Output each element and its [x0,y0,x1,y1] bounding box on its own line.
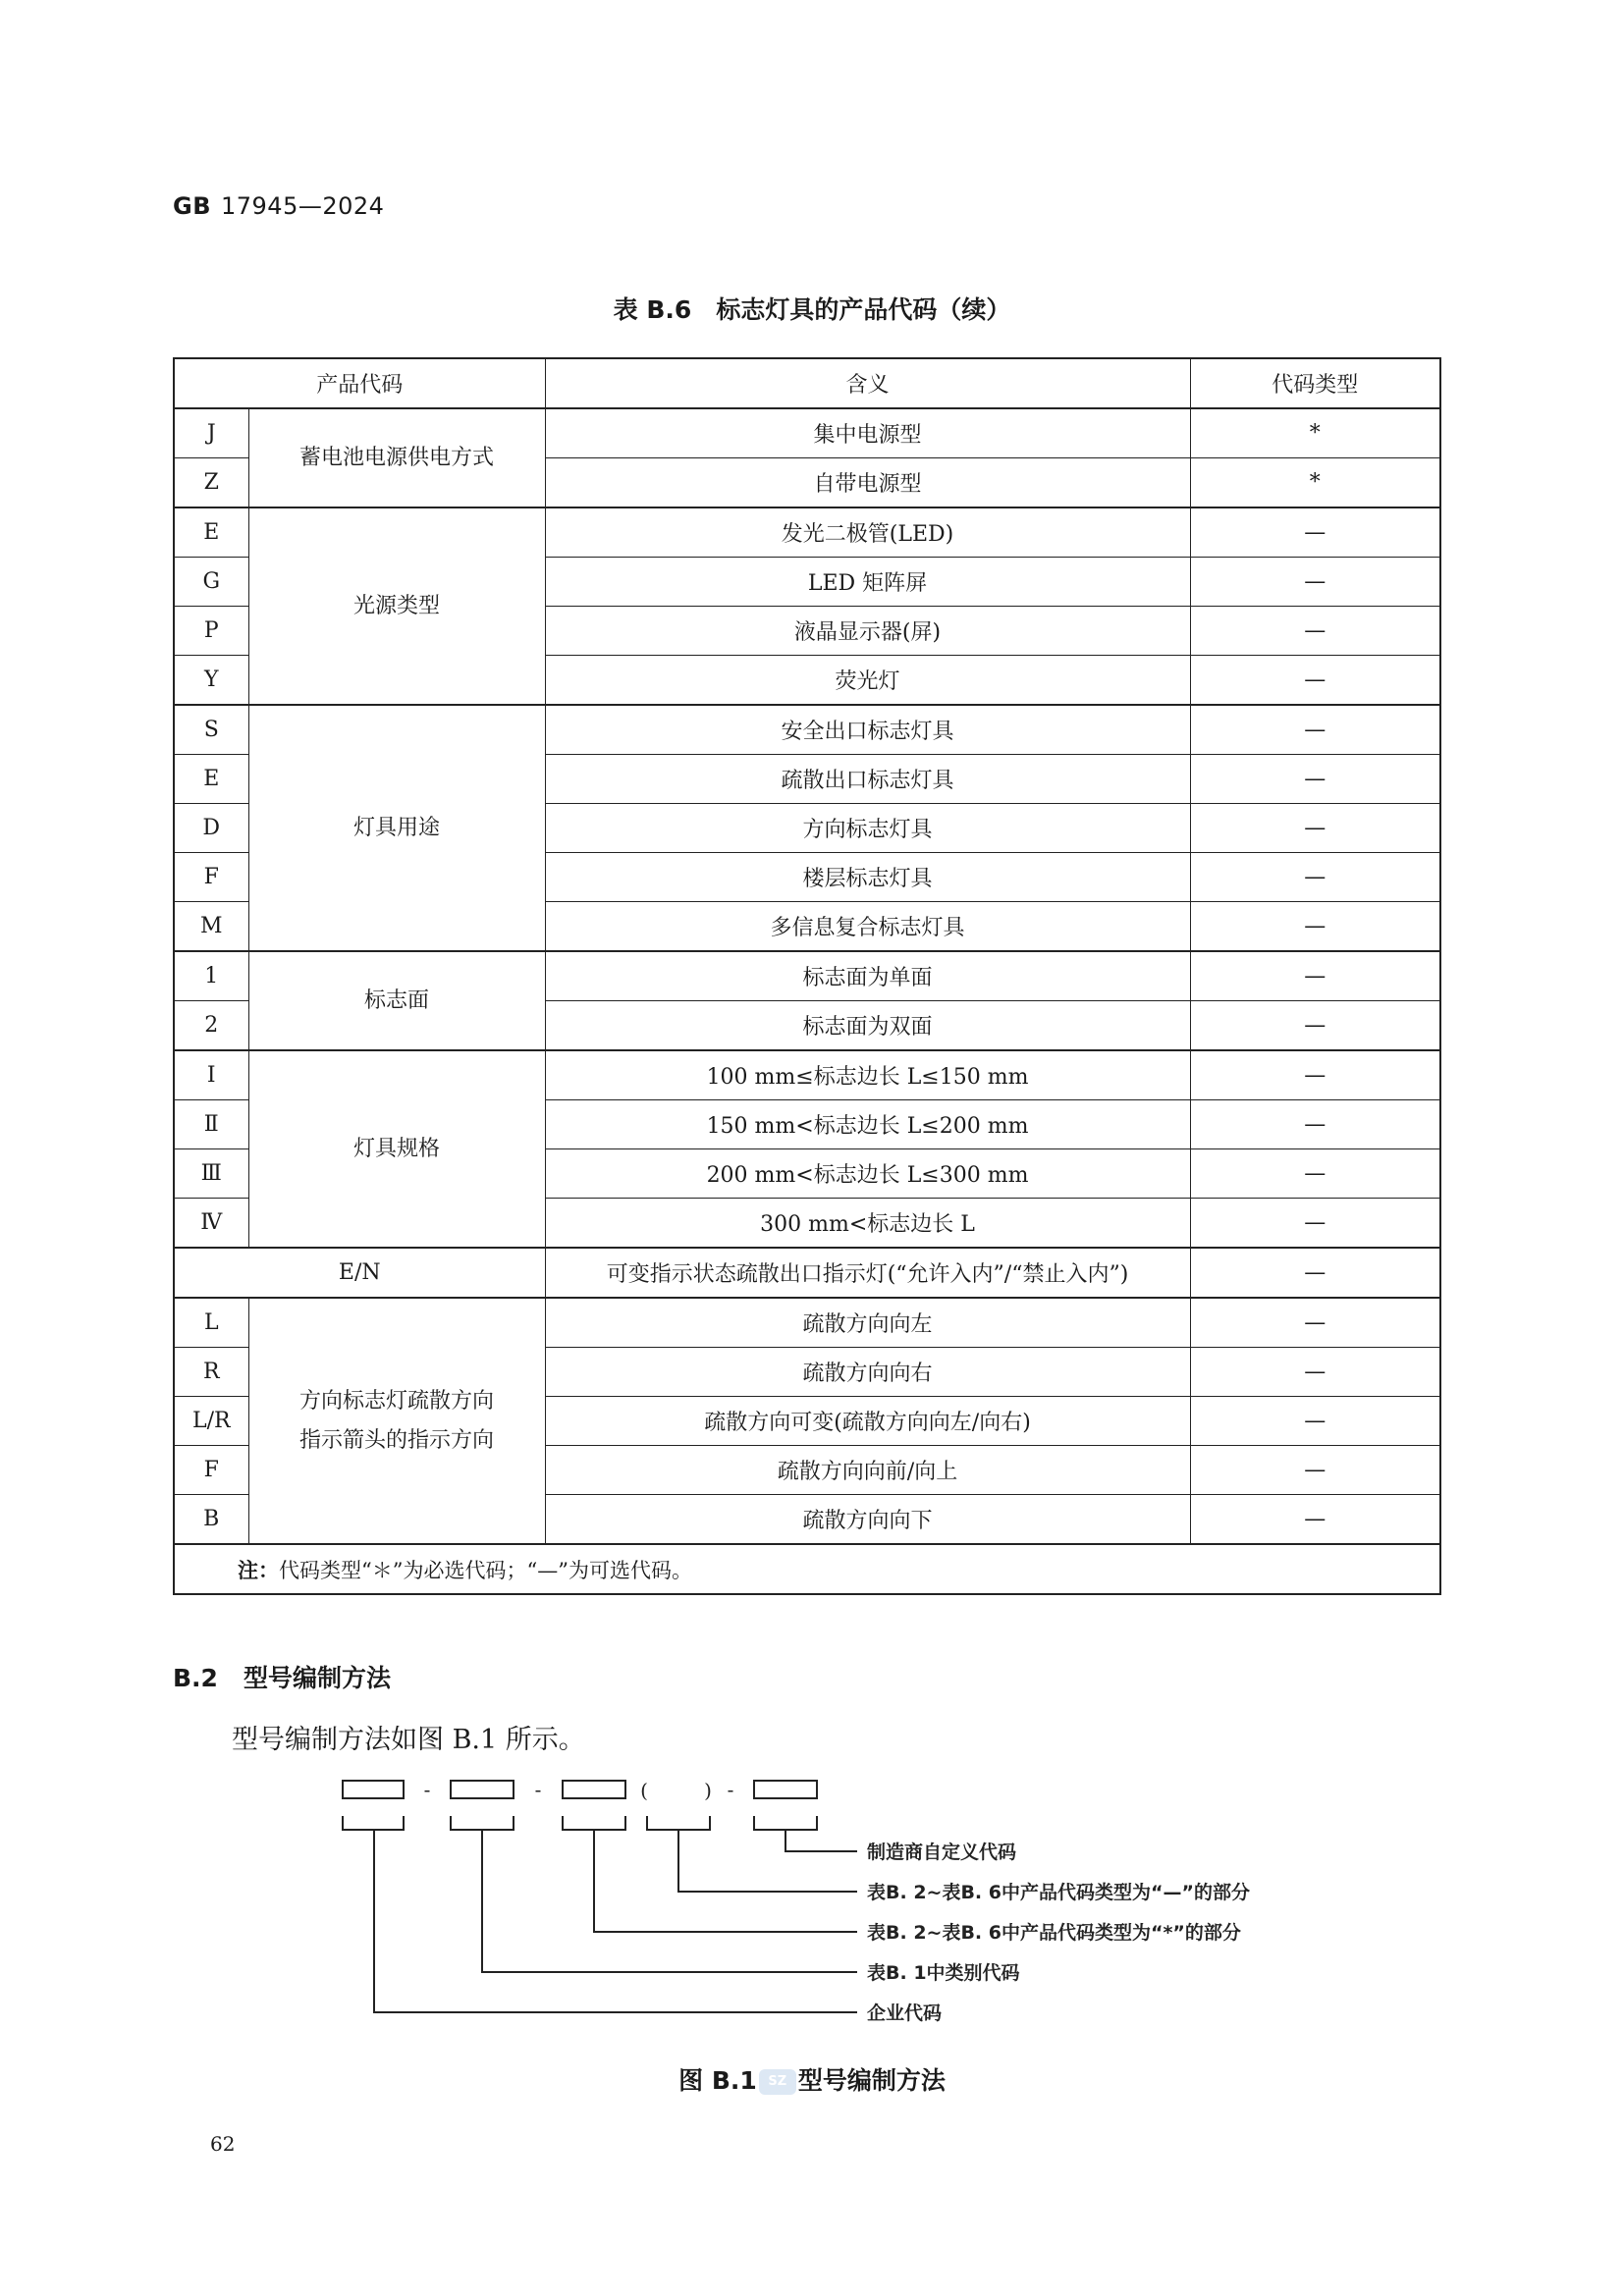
note-text: 代码类型“＊”为必选代码；“—”为可选代码。 [279,1558,692,1582]
watermark-stamp: SZ [759,2069,796,2095]
row-code-type: — [1190,558,1440,607]
row-code-type: — [1190,804,1440,853]
row-meaning: 液晶显示器(屏) [545,607,1190,656]
row-code-type: — [1190,1248,1440,1298]
separator-open-paren: ( [640,1779,648,1802]
row-code: D [174,804,248,853]
bracket-2 [451,1816,514,1830]
row-meaning: 可变指示状态疏散出口指示灯(“允许入内”/“禁止入内”) [545,1248,1190,1298]
code-box-2 [451,1781,514,1798]
header-meaning: 含义 [545,358,1190,408]
row-code: F [174,853,248,902]
row-meaning: 楼层标志灯具 [545,853,1190,902]
row-meaning: 荧光灯 [545,656,1190,706]
row-code: E/N [174,1248,545,1298]
row-code-type: — [1190,507,1440,558]
row-code-type: — [1190,607,1440,656]
row-meaning: 集中电源型 [545,408,1190,458]
code-box-1 [343,1781,404,1798]
bracket-1 [343,1816,404,1830]
row-code-type: — [1190,1446,1440,1495]
label-required-code: 表B. 2~表B. 6中产品代码类型为“*”的部分 [867,1922,1241,1944]
row-meaning: 300 mm<标志边长 L [545,1199,1190,1249]
row-code: G [174,558,248,607]
row-code-type: * [1190,458,1440,508]
standard-number: 17945—2024 [221,192,385,220]
row-meaning: 自带电源型 [545,458,1190,508]
separator-dash-1: - [423,1778,431,1801]
row-code: E [174,755,248,804]
row-meaning: 100 mm≤标志边长 L≤150 mm [545,1050,1190,1100]
section-title: 型号编制方法 [243,1664,391,1692]
group-name-line: 标志面 [364,988,430,1013]
row-code: E [174,507,248,558]
code-box-3 [563,1781,625,1798]
leader-line-2 [678,1830,857,1892]
bracket-3 [563,1816,625,1830]
row-code-type: — [1190,705,1440,755]
row-code-type: — [1190,1001,1440,1051]
header-product-code: 产品代码 [174,358,545,408]
page-number: 62 [210,2132,236,2156]
group-name-line: 方向标志灯疏散方向 [299,1388,495,1414]
row-code: Ⅳ [174,1199,248,1249]
row-code: Y [174,656,248,706]
row-code-type: — [1190,1050,1440,1100]
bracket-4 [647,1816,710,1830]
row-code: Ⅰ [174,1050,248,1100]
figure-caption [0,2061,1624,2097]
figure-caption-prefix: 图 B.1 [678,2066,757,2095]
row-code-type: — [1190,1298,1440,1348]
row-meaning: 疏散方向向前/向上 [545,1446,1190,1495]
row-code: 2 [174,1001,248,1051]
group-name-line: 蓄电池电源供电方式 [299,445,495,470]
row-code: P [174,607,248,656]
label-enterprise-code: 企业代码 [867,2002,943,2024]
header-code-type: 代码类型 [1190,358,1440,408]
row-code: J [174,408,248,458]
separator-dash-2: - [534,1778,542,1801]
row-code-type: — [1190,1149,1440,1199]
row-meaning: 疏散出口标志灯具 [545,755,1190,804]
row-code-type: — [1190,1100,1440,1149]
row-code: Z [174,458,248,508]
separator-close-paren: ) [704,1779,712,1802]
code-box-5 [754,1781,817,1798]
leader-line-3 [594,1830,857,1932]
row-code: Ⅱ [174,1100,248,1149]
row-meaning: 发光二极管(LED) [545,507,1190,558]
group-name-line: 灯具用途 [353,815,441,840]
row-code-type: — [1190,656,1440,706]
row-meaning: 疏散方向可变(疏散方向向左/向右) [545,1397,1190,1446]
group-name-line: 光源类型 [353,593,441,618]
row-meaning: 疏散方向向右 [545,1348,1190,1397]
group-name-line: 灯具规格 [353,1136,441,1161]
row-code: R [174,1348,248,1397]
label-category-code: 表B. 1中类别代码 [867,1962,1020,1984]
row-code: L [174,1298,248,1348]
row-code: 1 [174,951,248,1001]
row-code-type: — [1190,1495,1440,1545]
group-name-line: 指示箭头的指示方向 [299,1427,495,1453]
standard-prefix: GB [173,192,211,220]
leader-line-5 [374,1830,857,2012]
row-meaning: LED 矩阵屏 [545,558,1190,607]
figure-caption-title: 型号编制方法 [797,2066,946,2095]
row-code-type: * [1190,408,1440,458]
row-code-type: — [1190,902,1440,952]
row-meaning: 标志面为单面 [545,951,1190,1001]
row-code-type: — [1190,1397,1440,1446]
row-code: Ⅲ [174,1149,248,1199]
label-manufacturer-code: 制造商自定义代码 [867,1842,1017,1863]
row-code: M [174,902,248,952]
section-body: 型号编制方法如图 B.1 所示。 [232,1725,585,1755]
separator-dash-3: - [727,1778,734,1801]
row-code-type: — [1190,1348,1440,1397]
row-meaning: 标志面为双面 [545,1001,1190,1051]
row-code: S [174,705,248,755]
row-meaning: 150 mm<标志边长 L≤200 mm [545,1100,1190,1149]
row-meaning: 安全出口标志灯具 [545,705,1190,755]
row-code-type: — [1190,755,1440,804]
bracket-5 [754,1816,817,1830]
row-code-type: — [1190,1199,1440,1249]
note-label: 注： [238,1558,279,1582]
row-meaning: 疏散方向向左 [545,1298,1190,1348]
row-meaning: 200 mm<标志边长 L≤300 mm [545,1149,1190,1199]
row-meaning: 多信息复合标志灯具 [545,902,1190,952]
section-number: B.2 [173,1664,218,1692]
row-code: B [174,1495,248,1545]
leader-line-1 [785,1830,857,1851]
row-meaning: 疏散方向向下 [545,1495,1190,1545]
row-meaning: 方向标志灯具 [545,804,1190,853]
row-code-type: — [1190,853,1440,902]
row-code: F [174,1446,248,1495]
row-code: L/R [174,1397,248,1446]
label-optional-code: 表B. 2~表B. 6中产品代码类型为“—”的部分 [867,1882,1250,1903]
table-caption: 表 B.6 标志灯具的产品代码（续） [613,295,1011,324]
row-code-type: — [1190,951,1440,1001]
